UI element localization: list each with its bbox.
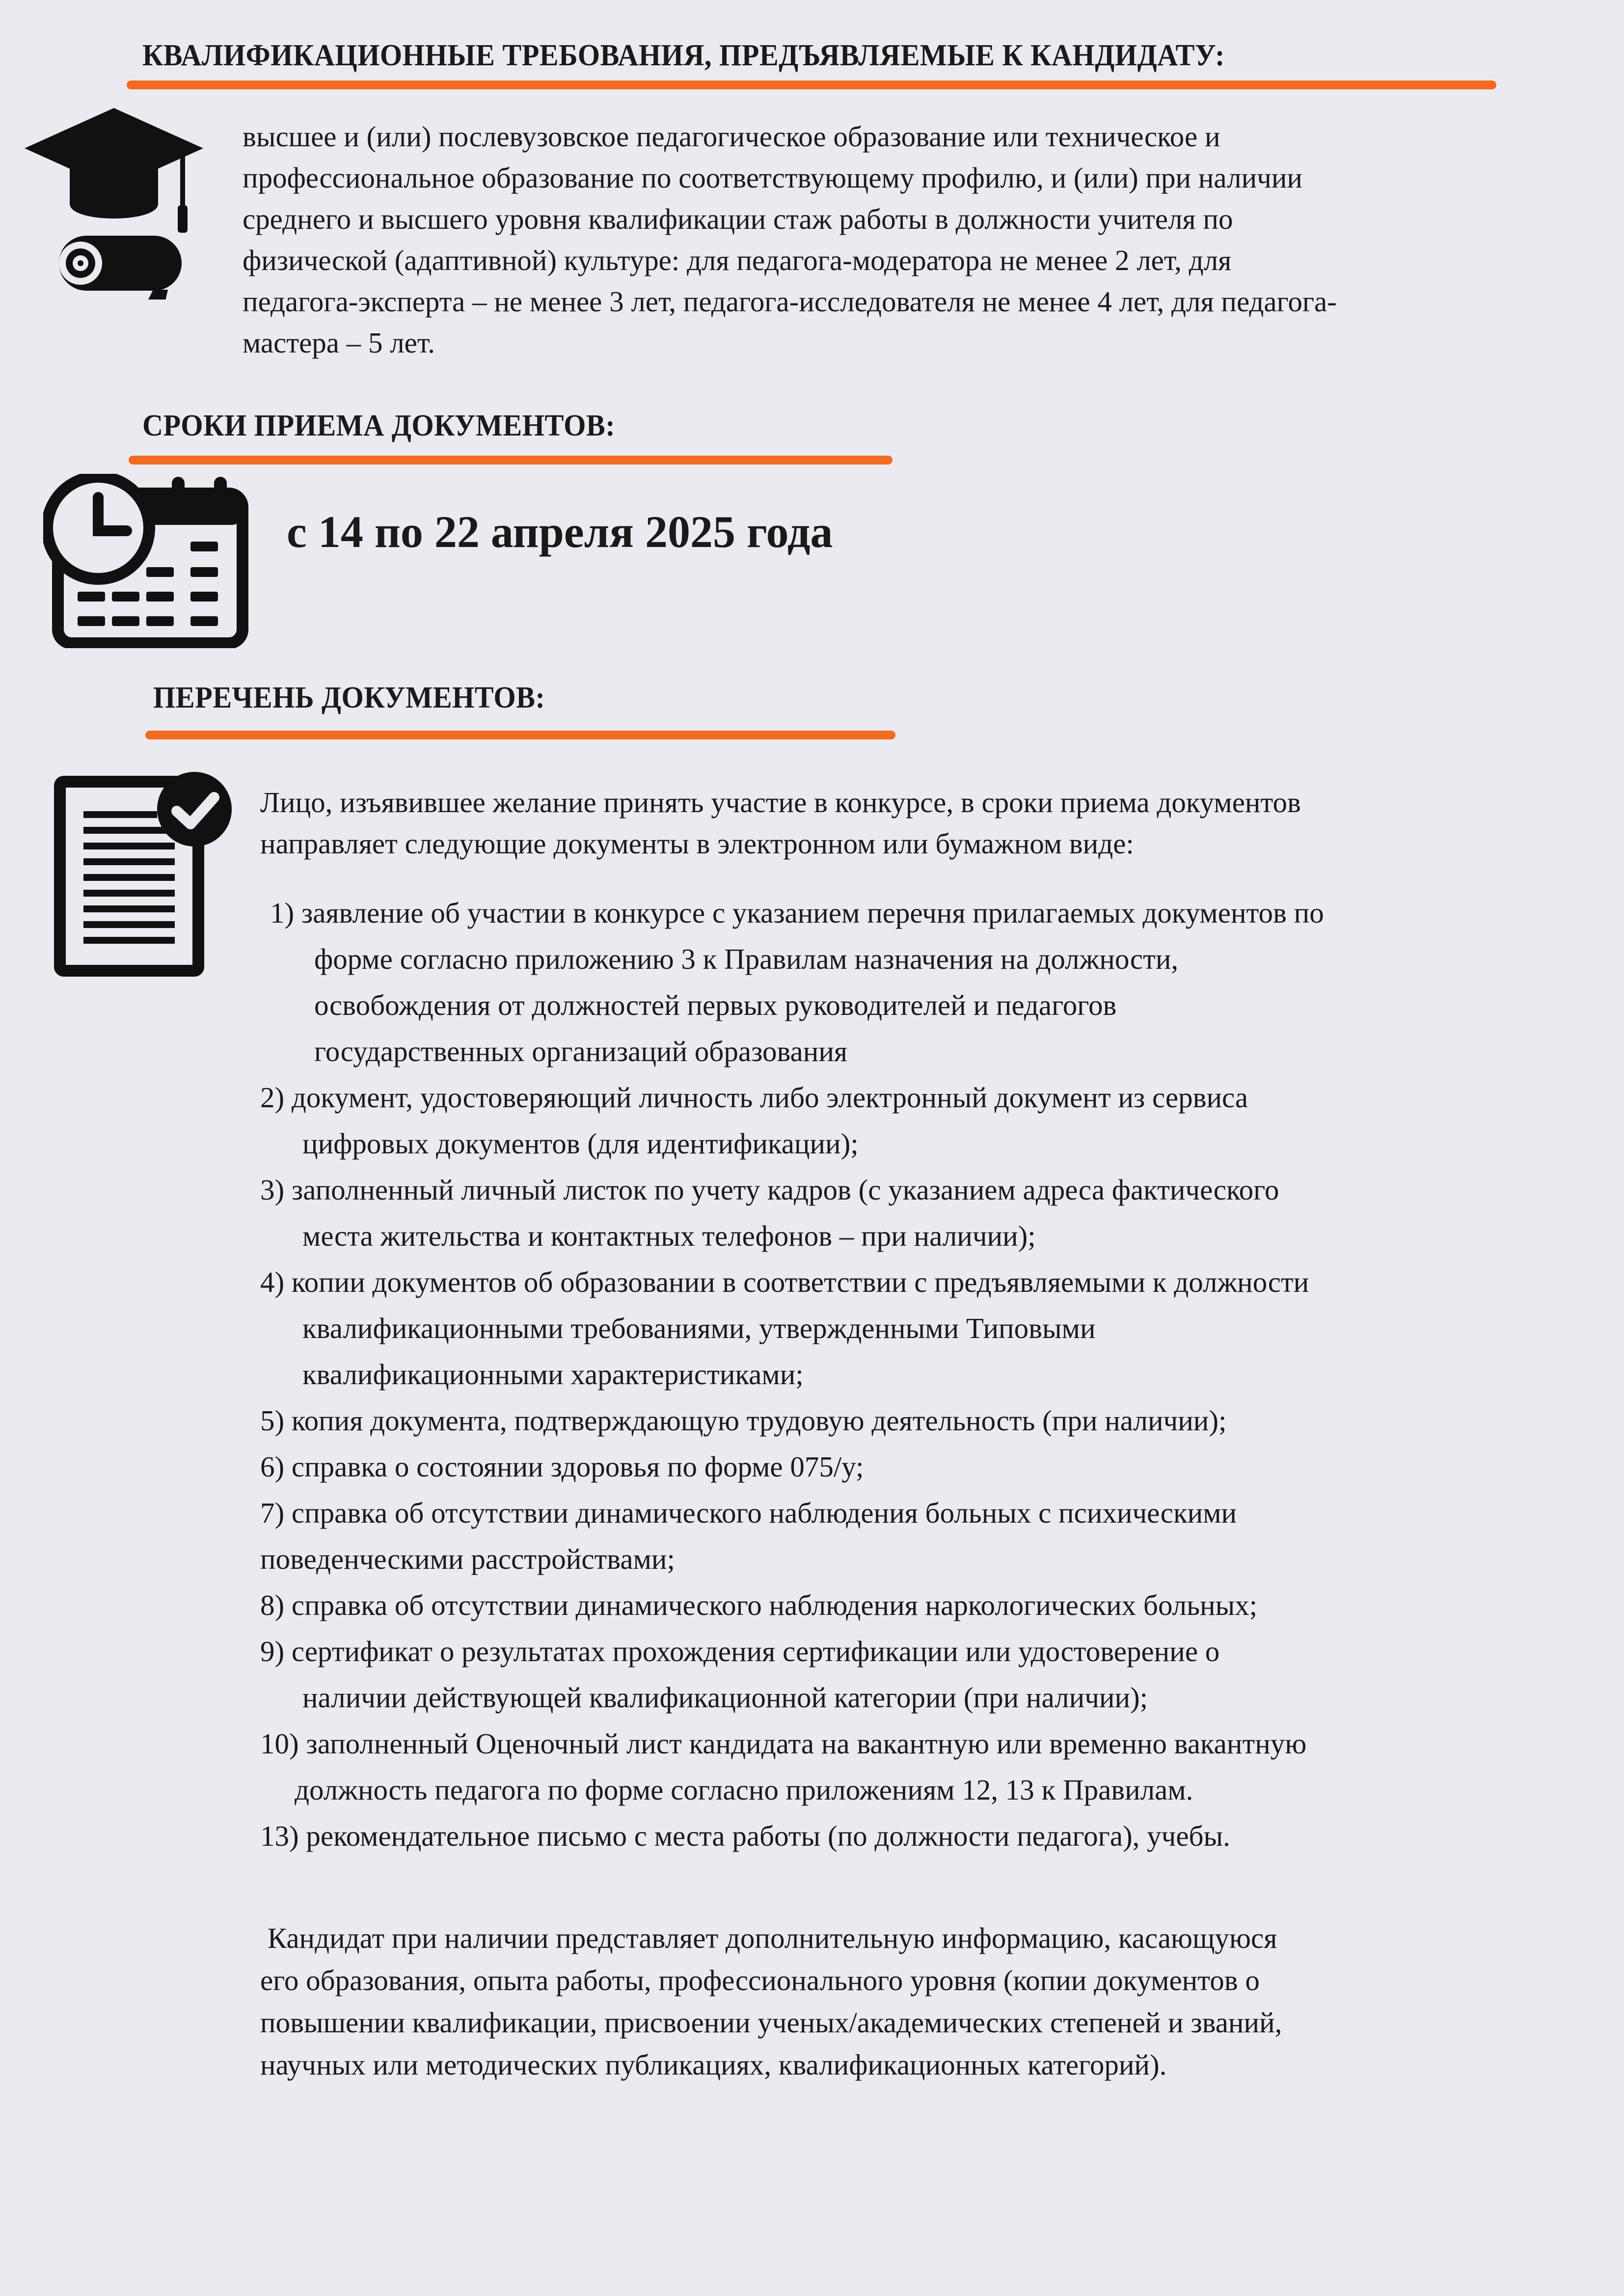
document-item-line: 4) копии документов об образовании в соответствии с предъявляемыми к должности [260,1266,1309,1298]
document-item-line: 13) рекомендательное письмо с места работы (по должности педагога), учебы. [260,1820,1230,1852]
requirements-line: физической (адаптивной) культуре: для педагога-модератора не менее 2 лет, для [243,244,1232,276]
document-item-line: должность педагога по форме согласно приложениям 12, 13 к Правилам. [295,1774,1193,1806]
document-item-line: 3) заполненный личный листок по учету кадров (с указанием адреса фактического [260,1174,1279,1206]
document-item-10 [260,1721,1605,1813]
document-item-5 [260,1397,1605,1444]
documents-intro [260,782,1605,864]
requirements-heading-underline [127,81,1496,89]
deadline-heading-underline [129,456,893,465]
deadline-heading: СРОКИ ПРИЕМА ДОКУМЕНТОВ: [142,409,616,442]
document-item-3 [260,1167,1605,1259]
document-item-line: квалификационными требованиями, утвержденными Типовыми [302,1312,1096,1344]
document-item-line: места жительства и контактных телефонов – при наличии); [302,1220,1036,1252]
document-item-13 [260,1813,1605,1859]
document-item-line: 6) справка о состоянии здоровья по форме 075/у; [260,1450,864,1483]
document-item-line: цифровых документов (для идентификации); [302,1127,859,1160]
document-item-7 [260,1490,1605,1582]
document-item-line: 5) копия документа, подтверждающую трудовую деятельность (при наличии); [260,1404,1227,1437]
calendar-clock-icon [43,474,249,648]
documents-list [260,890,1605,1859]
note-line: повышении квалификации, присвоении ученых/академических степеней и званий, [260,2006,1282,2039]
document-item-line: 2) документ, удостоверяющий личность либо электронный документ из сервиса [260,1081,1248,1114]
document-item-line: 8) справка об отсутствии динамического наблюдения наркологических больных; [260,1589,1258,1621]
documents-intro-line: направляет следующие документы в электронном или бумажном виде: [260,827,1134,860]
application-period-date: с 14 по 22 апреля 2025 года [287,507,833,557]
note-line: Кандидат при наличии представляет дополнительную информацию, касающуюся [260,1922,1277,1954]
document-item-2 [260,1074,1605,1167]
document-item-1 [270,890,1605,1074]
document-item-line: форме согласно приложению 3 к Правилам назначения на должности, [314,943,1179,975]
note-line: научных или методических публикациях, квалификационных категорий). [260,2049,1167,2081]
documents-heading: ПЕРЕЧЕНЬ ДОКУМЕНТОВ: [153,681,545,714]
requirements-line: высшее и (или) послевузовское педагогическое образование или техническое и [243,120,1220,153]
document-item-line: 1) заявление об участии в конкурсе с указанием перечня прилагаемых документов по [270,897,1324,929]
document-item-9 [260,1628,1605,1721]
document-item-line: освобождения от должностей первых руководителей и педагогов [314,989,1117,1021]
requirements-line: среднего и высшего уровня квалификации стаж работы в должности учителя по [243,203,1233,235]
document-item-8 [260,1582,1605,1628]
graduation-cap-diploma-icon [21,103,207,300]
requirements-line: мастера – 5 лет. [243,327,435,359]
requirements-text [243,116,1607,363]
document-item-line: наличии действующей квалификационной категории (при наличии); [302,1681,1148,1714]
document-item-6 [260,1444,1605,1490]
requirements-heading: КВАЛИФИКАЦИОННЫЕ ТРЕБОВАНИЯ, ПРЕДЪЯВЛЯЕМЫЕ К КАНДИДАТУ: [142,39,1225,72]
additional-info-note [260,1917,1605,2086]
document-item-line: поведенческими расстройствами; [260,1543,675,1575]
requirements-line: педагога-эксперта – не менее 3 лет, педагога-исследователя не менее 4 лет, для педагога- [243,285,1337,318]
document-item-line: 10) заполненный Оценочный лист кандидата на вакантную или временно вакантную [260,1727,1307,1760]
documents-intro-line: Лицо, изъявившее желание принять участие в конкурсе, в сроки приема документов [260,786,1301,819]
note-line: его образования, опыта работы, профессионального уровня (копии документов о [260,1964,1260,1996]
document-item-line: квалификационными характеристиками; [302,1358,804,1391]
documents-heading-underline [145,731,895,739]
document-item-4 [260,1259,1605,1397]
document-item-line: 9) сертификат о результатах прохождения сертификации или удостоверение о [260,1635,1220,1667]
requirements-line: профессиональное образование по соответствующему профилю, и (или) при наличии [243,162,1302,194]
document-checkmark-icon [54,772,237,978]
document-item-line: государственных организаций образования [314,1035,848,1067]
document-item-line: 7) справка об отсутствии динамического наблюдения больных с психическими [260,1497,1237,1529]
